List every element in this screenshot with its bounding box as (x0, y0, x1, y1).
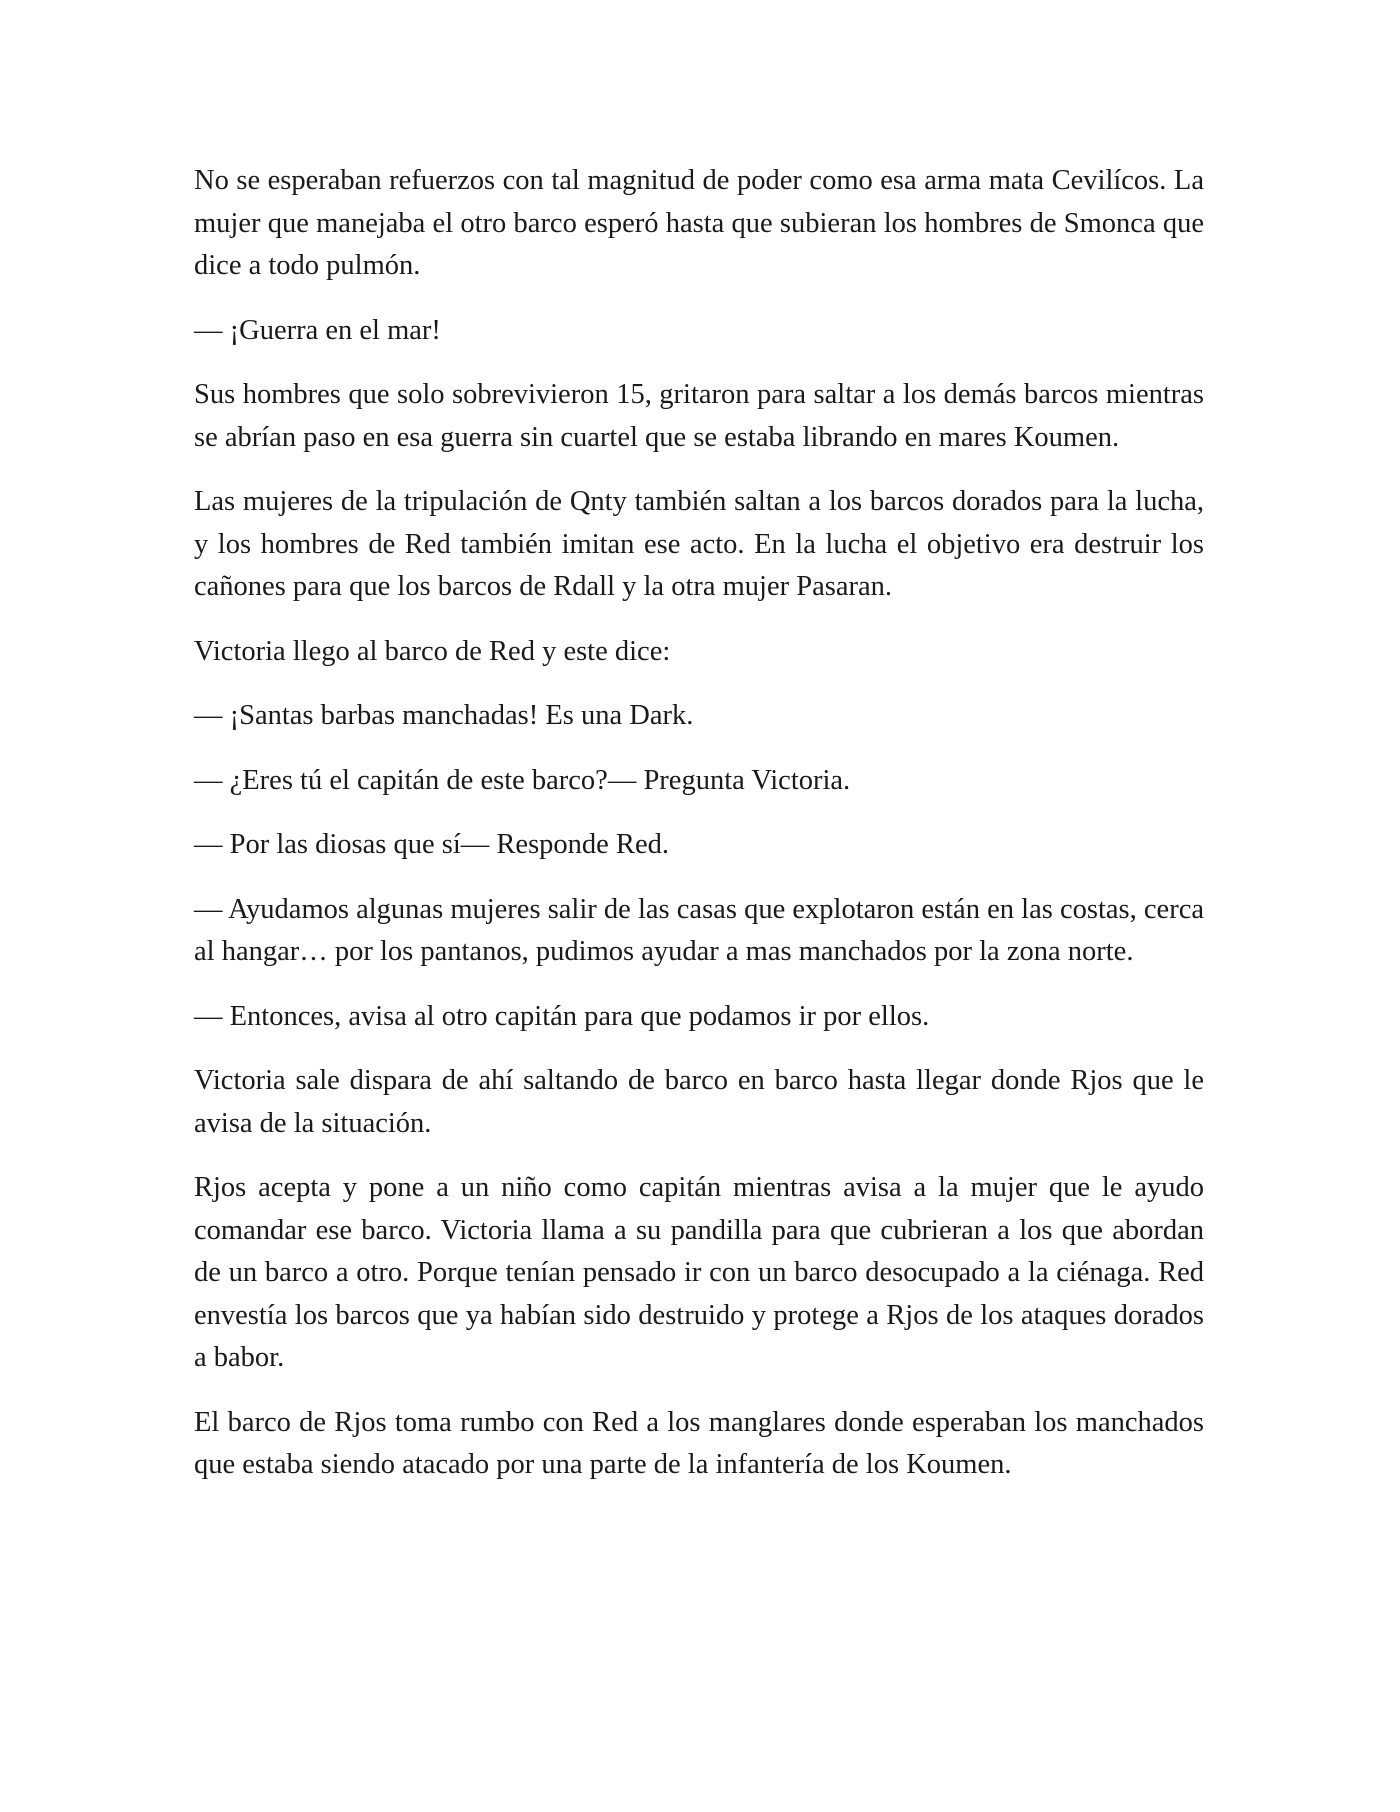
dialogue-line-1: — ¡Guerra en el mar! (194, 314, 441, 346)
dialogue-line-5: — Ayudamos algunas mujeres salir de las casas que explotaron están en las costas, cerca al hangar… por los pantanos, pudimos ayudar a mas manchados por la zona norte. (194, 893, 1204, 967)
document-body (194, 160, 1204, 1509)
paragraph-2: Sus hombres que solo sobrevivieron 15, gritaron para saltar a los demás barcos mientras se abrían paso en esa guerra sin cuartel que se estaba librando en mares Koumen. (194, 379, 1204, 453)
dialogue-line-4: — Por las diosas que sí— Responde Red. (194, 829, 669, 860)
paragraph-5: Victoria sale dispara de ahí saltando de barco en barco hasta llegar donde Rjos que le avisa de la situación. (194, 1065, 1204, 1139)
dialogue-line-6: — Entonces, avisa al otro capitán para que podamos ir por ellos. (194, 1000, 930, 1032)
paragraph-4: Victoria llego al barco de Red y este dice: (194, 635, 671, 667)
paragraph-3: Las mujeres de la tripulación de Qnty también saltan a los barcos dorados para la lucha, y los hombres de Red también imitan ese acto. En la lucha el objetivo era destruir los cañones para que los barcos de Rdall y la otra mujer Pasaran. (194, 486, 1204, 602)
paragraph-6: Rjos acepta y pone a un niño como capitán mientras avisa a la mujer que le ayudo comandar ese barco. Victoria llama a su pandilla para que cubrieran a los que abordan de un barco a otro. Porque tenían pensado ir con un barco desocupado a la ciénaga. Red envestía los barcos que ya habían sido destruido y protege a Rjos de los ataques dorados a babor. (194, 1172, 1204, 1373)
paragraph-1: No se esperaban refuerzos con tal magnitud de poder como esa arma mata Cevilícos. La mujer que manejaba el otro barco esperó hasta que subieran los hombres de Smonca que dice a todo pulmón. (194, 165, 1204, 281)
dialogue-line-3: — ¿Eres tú el capitán de este barco?— Pregunta Victoria. (194, 764, 851, 796)
paragraph-7: El barco de Rjos toma rumbo con Red a los manglares donde esperaban los manchados que estaba siendo atacado por una parte de la infantería de los Koumen. (194, 1406, 1204, 1480)
dialogue-line-2: — ¡Santas barbas manchadas! Es una Dark. (194, 700, 694, 731)
